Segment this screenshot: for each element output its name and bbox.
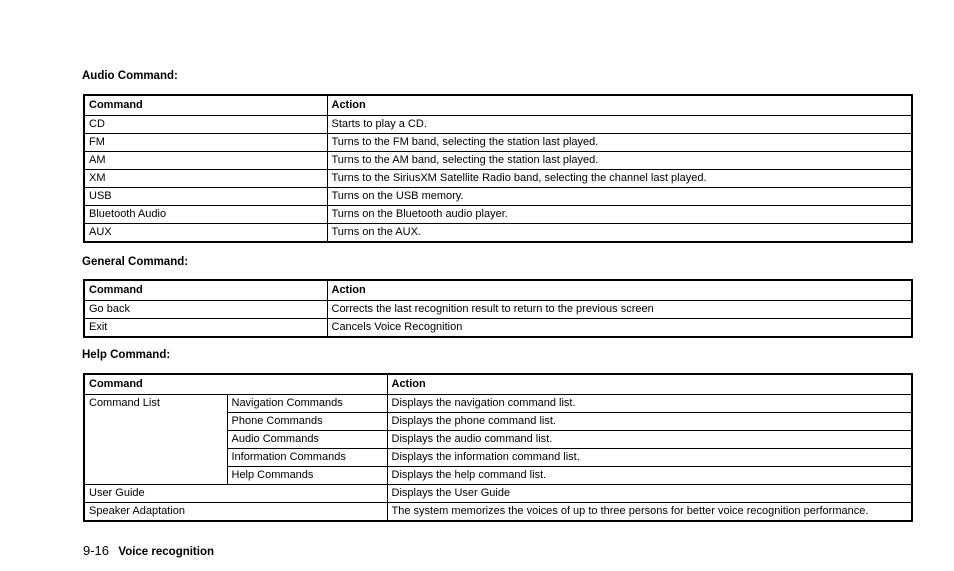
table-row (84, 319, 912, 338)
action-cell: Starts to play a CD. (327, 116, 912, 134)
command-cell: AM (84, 152, 327, 170)
command-cell: CD (84, 116, 327, 134)
command-cell: Bluetooth Audio (84, 206, 327, 224)
table-row (84, 170, 912, 188)
general-command-heading: General Command: (82, 256, 189, 268)
command-cell: Go back (84, 301, 327, 319)
action-cell: Turns on the Bluetooth audio player. (327, 206, 912, 224)
table-row (84, 503, 912, 522)
table-header-row (84, 95, 912, 116)
page-footer (83, 543, 214, 558)
table-row (84, 301, 912, 319)
subcommand-cell: Audio Commands (227, 431, 387, 449)
action-cell: Displays the audio command list. (387, 431, 912, 449)
subcommand-cell: Phone Commands (227, 413, 387, 431)
table-row (84, 152, 912, 170)
action-cell: Turns on the AUX. (327, 224, 912, 243)
action-cell: Cancels Voice Recognition (327, 319, 912, 338)
command-cell: USB (84, 188, 327, 206)
table-row (84, 206, 912, 224)
command-cell: User Guide (84, 485, 387, 503)
action-cell: Displays the User Guide (387, 485, 912, 503)
page-number: 9-16 (83, 543, 110, 558)
column-header-action: Action (387, 374, 912, 395)
table-header-row (84, 374, 912, 395)
audio-command-table (83, 94, 913, 243)
subcommand-cell: Help Commands (227, 467, 387, 485)
command-cell: AUX (84, 224, 327, 243)
table-row (84, 188, 912, 206)
command-cell: Speaker Adaptation (84, 503, 387, 522)
action-cell: Turns to the AM band, selecting the station last played. (327, 152, 912, 170)
audio-command-heading: Audio Command: (82, 70, 178, 82)
action-cell: Displays the phone command list. (387, 413, 912, 431)
footer-section-title: Voice recognition (118, 546, 215, 558)
table-row (84, 395, 912, 413)
action-cell: Turns to the SiriusXM Satellite Radio band, selecting the channel last played. (327, 170, 912, 188)
table-row (84, 116, 912, 134)
help-command-table (83, 373, 913, 522)
table-row (84, 134, 912, 152)
column-header-action: Action (327, 280, 912, 301)
action-cell: Turns to the FM band, selecting the station last played. (327, 134, 912, 152)
column-header-command: Command (84, 374, 387, 395)
table-header-row (84, 280, 912, 301)
general-command-table (83, 279, 913, 338)
action-cell: Corrects the last recognition result to return to the previous screen (327, 301, 912, 319)
action-cell: Displays the information command list. (387, 449, 912, 467)
table-row (84, 485, 912, 503)
command-cell: XM (84, 170, 327, 188)
command-list-cell: Command List (84, 395, 227, 485)
command-cell: Exit (84, 319, 327, 338)
action-cell: Displays the navigation command list. (387, 395, 912, 413)
column-header-command: Command (84, 280, 327, 301)
action-cell: Displays the help command list. (387, 467, 912, 485)
action-cell: Turns on the USB memory. (327, 188, 912, 206)
action-cell: The system memorizes the voices of up to three persons for better voice recognition performance. (387, 503, 912, 522)
help-command-heading: Help Command: (82, 349, 171, 361)
command-cell: FM (84, 134, 327, 152)
subcommand-cell: Information Commands (227, 449, 387, 467)
column-header-command: Command (84, 95, 327, 116)
subcommand-cell: Navigation Commands (227, 395, 387, 413)
column-header-action: Action (327, 95, 912, 116)
table-row (84, 224, 912, 243)
